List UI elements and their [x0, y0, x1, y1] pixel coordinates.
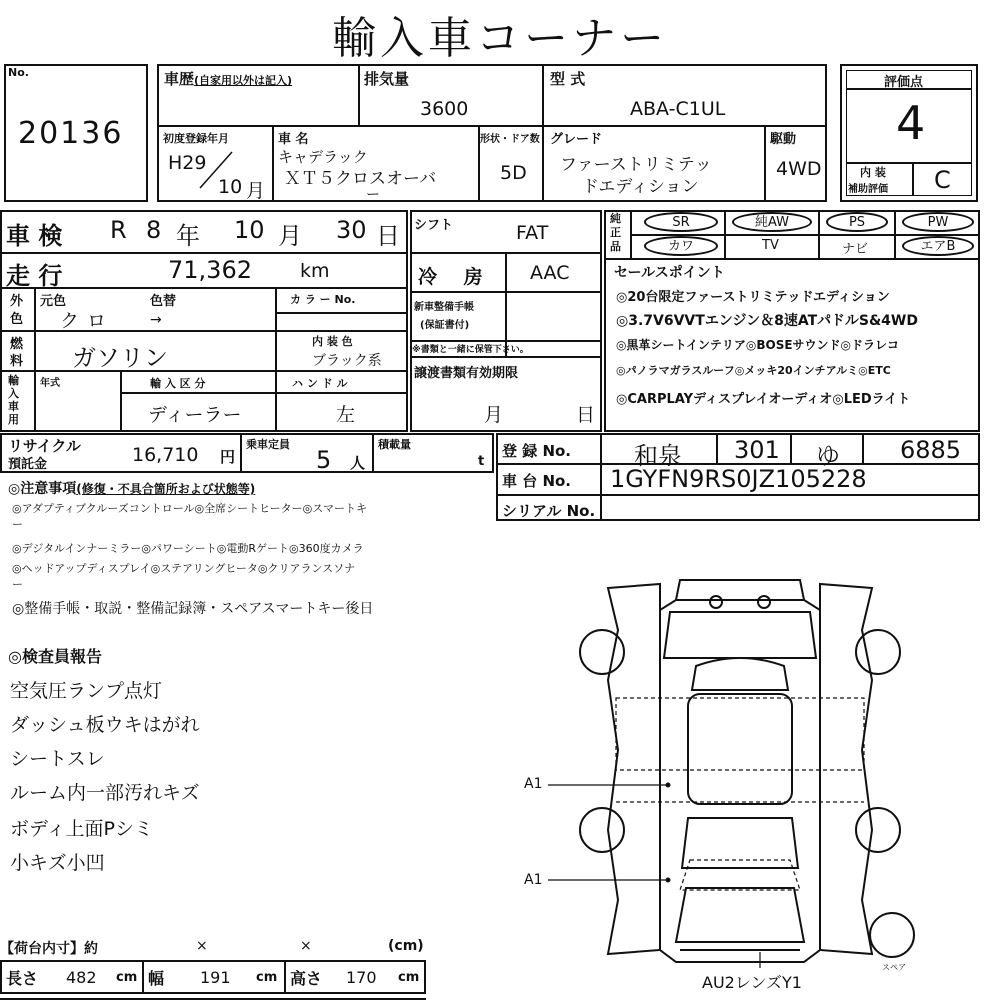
- sales-point-3: ◎黒革シートインテリア◎BOSEサウンド◎ドラレコ: [616, 338, 900, 352]
- wheel-front-right: [856, 630, 900, 674]
- reg-class: 301: [734, 436, 780, 464]
- damage-mark-2: A1: [524, 872, 543, 888]
- spare-label: スペア: [882, 963, 906, 972]
- report-item-2: ダッシュ板ウキはがれ: [10, 714, 200, 736]
- transfer-label: 譲渡書類有効期限: [414, 366, 519, 381]
- report-item-5: ボディ上面Pシミ: [10, 818, 153, 840]
- color-label-bottom: 色: [10, 312, 24, 327]
- displacement-label: 排気量: [364, 70, 410, 88]
- grade-line1: ファーストリミテッ: [560, 155, 712, 175]
- equip-label-3: 品: [610, 240, 621, 253]
- fuel-value: ガソリン: [72, 344, 168, 372]
- sales-point-4: ◎パノラマガラスルーフ◎メッキ20インチアルミ◎ETC: [616, 364, 891, 377]
- inspection-month-unit: 月: [278, 222, 302, 250]
- grade-line2: ドエディション: [582, 177, 699, 197]
- handle-label: ハ ン ド ル: [292, 377, 348, 390]
- mileage-unit: km: [300, 260, 330, 282]
- sales-points-label: セールスポイント: [614, 265, 725, 281]
- interior-color-label: 内 装 色: [312, 335, 353, 348]
- cargo-unit: (cm): [388, 938, 424, 954]
- inspection-day: 30: [336, 216, 367, 244]
- history-label: [164, 68, 292, 89]
- model-label: 型 式: [550, 70, 586, 88]
- ac-label: 冷 房: [418, 266, 493, 288]
- car-name-line3: ー: [366, 187, 380, 203]
- car-name-line1: キャデラック: [278, 148, 368, 166]
- lot-number: 20136: [18, 116, 124, 151]
- equip-label-2: 正: [610, 226, 621, 239]
- equip-pw: PW: [902, 212, 974, 232]
- inspection-month: 10: [234, 216, 265, 244]
- displacement-value: 3600: [420, 98, 469, 120]
- maint-line2: (保証書付): [420, 320, 470, 331]
- capacity-label: 乗車定員: [246, 438, 290, 451]
- cargo-times-2: ×: [300, 938, 312, 954]
- color-label-top: 外: [10, 294, 24, 309]
- interior-score-label2: 補助評価: [848, 184, 888, 195]
- car-name-line2: ＸＴ５クロスオーバ: [284, 169, 437, 189]
- first-reg-month-unit: 月: [246, 180, 266, 202]
- width-label: 幅: [148, 969, 165, 988]
- page-title: 輸入車コーナー: [332, 13, 668, 64]
- color-orig-value: クロ: [60, 310, 115, 332]
- reg-number: 6885: [900, 436, 962, 464]
- report-item-1: 空気圧ランプ点灯: [10, 680, 163, 702]
- equip-label-1: 純: [610, 212, 621, 225]
- width-value: 191: [200, 968, 231, 987]
- transfer-day-unit: 日: [576, 404, 596, 426]
- doors-value: 5D: [500, 162, 527, 184]
- inspection-year: 8: [146, 216, 162, 244]
- first-reg-month: 10: [218, 176, 243, 198]
- cargo-times-1: ×: [196, 938, 208, 954]
- report-item-3: シートスレ: [10, 748, 105, 770]
- serial-label: シリアル No.: [502, 502, 596, 520]
- length-value: 482: [66, 968, 97, 987]
- reg-area: 和泉: [634, 442, 682, 470]
- car-body: [660, 580, 820, 962]
- interior-score-value: C: [934, 166, 951, 194]
- rear-window: [676, 888, 804, 942]
- history-note: (自家用以外は記入): [194, 74, 293, 87]
- car-name-label: 車 名: [278, 132, 309, 147]
- sales-point-1: ◎20台限定ファーストリミテッドエディション: [616, 290, 890, 305]
- length-unit: cm: [116, 970, 138, 985]
- import-label: 輸入車用: [8, 374, 19, 426]
- note-line-2: ◎デジタルインナーミラー◎パワーシート◎電動Rゲート◎360度カメラ: [12, 542, 364, 555]
- doors-label: 形状・ドア数: [480, 134, 540, 145]
- grade-label: グレード: [550, 132, 603, 147]
- recycle-label2: 預託金: [8, 457, 48, 472]
- cargo-label: 【荷台内寸】約: [0, 941, 98, 957]
- reg-kana: ゆ: [816, 442, 840, 470]
- inspection-year-unit: 年: [176, 222, 200, 250]
- equip-navi: ナビ: [842, 242, 869, 257]
- note-line-1b: ー: [12, 518, 23, 531]
- recycle-label1: リサイクル: [8, 437, 81, 455]
- spare-tire: [870, 913, 914, 957]
- model-value: ABA-C1UL: [630, 98, 726, 120]
- handle-value: 左: [336, 404, 356, 426]
- equip-ps: PS: [826, 212, 888, 232]
- lot-label: No.: [8, 66, 29, 79]
- notes-header-text: ◎注意事項: [8, 481, 77, 497]
- height-value: 170: [346, 968, 377, 987]
- note-line-3b: ー: [12, 578, 23, 591]
- inspection-era: R: [110, 216, 127, 244]
- sales-point-5: ◎CARPLAYディスプレイオーディオ◎LEDライト: [616, 392, 911, 407]
- shift-label: シフト: [414, 218, 454, 233]
- note-line-4: ◎整備手帳・取説・整備記録簿・スペアスマートキー後日: [12, 601, 374, 617]
- wheel-front-left: [580, 630, 624, 674]
- score-value: 4: [896, 96, 926, 150]
- drive-label: 駆動: [770, 132, 797, 147]
- notes-header: [8, 478, 255, 498]
- first-reg-year: H29: [168, 152, 207, 174]
- capacity-value: 5: [316, 446, 332, 474]
- color-change-value: →: [150, 312, 162, 328]
- mileage-label: 走 行: [6, 262, 63, 290]
- recycle-value: 16,710: [132, 444, 199, 466]
- load-unit: t: [478, 454, 485, 469]
- maint-note: ※書類と一緒に保管下さい。: [412, 345, 529, 355]
- maint-line1: 新車整備手帳: [414, 302, 474, 313]
- equip-airbag: エアB: [902, 236, 974, 256]
- fuel-label-bottom: 料: [10, 354, 24, 369]
- inspection-label: 車 検: [6, 222, 63, 250]
- note-line-3: ◎ヘッドアップディスプレイ◎ステアリングヒータ◎クリアランスソナ: [12, 562, 356, 575]
- color-code-label: カ ラ ー No.: [290, 293, 356, 306]
- equip-tv: TV: [762, 238, 779, 253]
- chassis-label: 車 台 No.: [502, 472, 572, 490]
- report-item-4: ルーム内一部汚れキズ: [10, 782, 200, 804]
- mileage-value: 71,362: [168, 256, 252, 284]
- equip-leather: カワ: [644, 236, 718, 256]
- drive-value: 4WD: [776, 158, 822, 180]
- width-unit: cm: [256, 970, 278, 985]
- import-type-label: 輸 入 区 分: [150, 377, 206, 390]
- windshield: [692, 658, 788, 690]
- wheel-rear-right: [856, 808, 900, 852]
- report-header: ◎検査員報告: [8, 647, 102, 666]
- transfer-month-unit: 月: [484, 404, 504, 426]
- recycle-unit: 円: [220, 448, 236, 466]
- note-line-1: ◎アダプティブクルーズコントロール◎全席シートヒーター◎スマートキ: [12, 502, 368, 515]
- interior-score-label1: 内 装: [860, 166, 886, 179]
- history-label-text: 車歴: [164, 70, 195, 88]
- car-diagram: [520, 570, 960, 990]
- reg-label: 登 録 No.: [502, 442, 572, 460]
- report-item-6: 小キズ小凹: [10, 852, 105, 874]
- capacity-unit: 人: [350, 454, 366, 472]
- score-label: 評価点: [884, 75, 924, 90]
- color-orig-label: 元色: [40, 294, 67, 309]
- interior-color-value: ブラック系: [312, 353, 382, 369]
- color-change-label: 色替: [150, 294, 177, 309]
- fuel-label-top: 燃: [10, 337, 24, 352]
- damage-mark-1: A1: [524, 776, 543, 792]
- equip-aw: 純AW: [732, 212, 812, 232]
- height-unit: cm: [398, 970, 420, 985]
- notes-header-sub: (修復・不具合箇所および状態等): [76, 482, 256, 496]
- length-label: 長さ: [6, 969, 39, 988]
- import-year-label: 年式: [40, 378, 60, 389]
- chassis-value: 1GYFN9RS0JZ105228: [610, 465, 867, 493]
- equip-sr: SR: [644, 212, 718, 232]
- sales-point-2: ◎3.7V6VVTエンジン＆8速ATパドルS&4WD: [616, 313, 918, 329]
- load-label: 積載量: [378, 438, 411, 451]
- shift-value: FAT: [516, 222, 549, 244]
- height-label: 高さ: [290, 969, 323, 988]
- inspection-day-unit: 日: [376, 222, 400, 250]
- import-type-value: ディーラー: [148, 404, 242, 426]
- ac-value: AAC: [530, 262, 570, 284]
- first-reg-label: 初度登録年月: [163, 132, 229, 145]
- diagram-bottom-label: AU2レンズY1: [702, 973, 802, 992]
- wheel-rear-left: [580, 808, 624, 852]
